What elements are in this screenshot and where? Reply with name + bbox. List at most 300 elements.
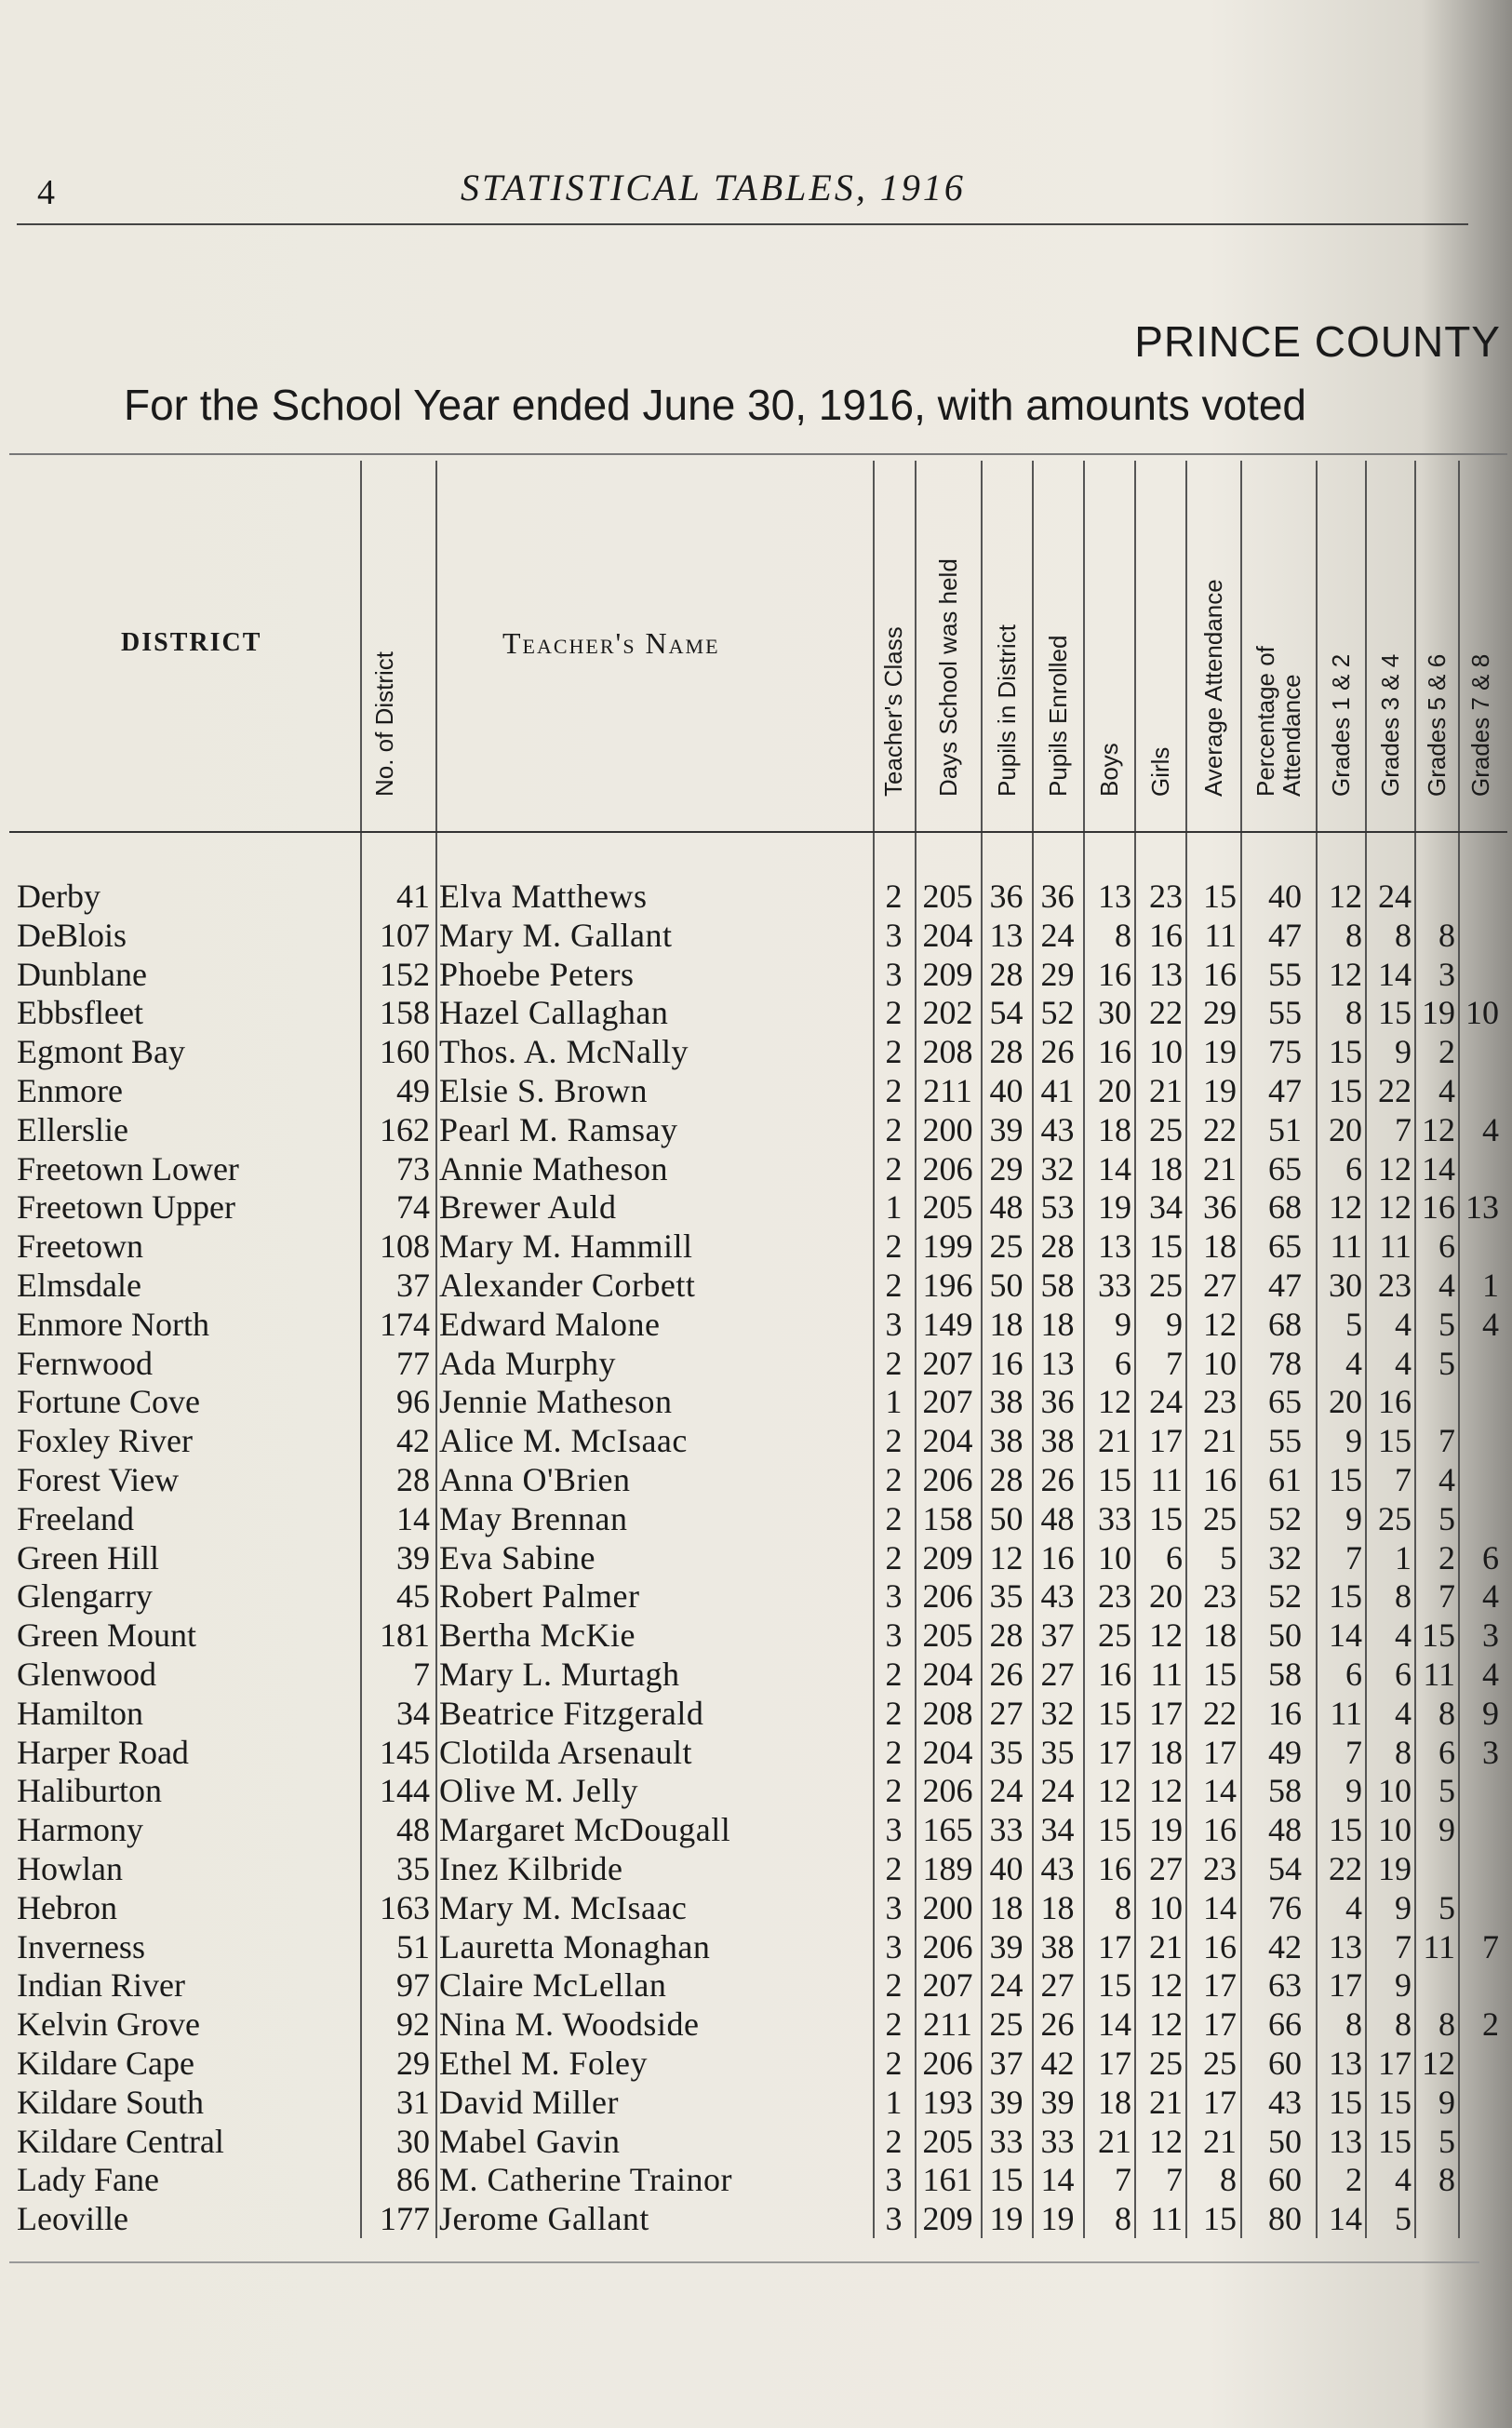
cell-pct: 47 bbox=[1268, 916, 1302, 954]
cell-district: Hebron bbox=[17, 1888, 117, 1926]
cell-district: Glenwood bbox=[17, 1656, 156, 1693]
cell-enr: 43 bbox=[1040, 1577, 1075, 1616]
cell-teacher: Pearl M. Ramsay bbox=[439, 1110, 678, 1148]
cell-g34: 4 bbox=[1395, 1694, 1412, 1732]
cell-girls: 12 bbox=[1149, 2122, 1183, 2160]
header-pupils-in-district: Pupils in District bbox=[993, 624, 1021, 797]
cell-boys: 6 bbox=[1115, 1344, 1131, 1382]
cell-enr: 35 bbox=[1040, 1733, 1075, 1771]
cell-enr: 26 bbox=[1040, 1033, 1075, 1071]
cell-teacher: Mabel Gavin bbox=[439, 2122, 621, 2160]
cell-pct: 50 bbox=[1268, 2122, 1302, 2160]
cell-g34: 9 bbox=[1395, 1966, 1412, 2005]
cell-enr: 36 bbox=[1040, 1383, 1075, 1421]
cell-pct: 52 bbox=[1268, 1577, 1302, 1616]
cell-boys: 15 bbox=[1098, 1811, 1131, 1849]
cell-enr: 24 bbox=[1040, 916, 1075, 954]
cell-pid: 50 bbox=[989, 1267, 1024, 1304]
cell-girls: 25 bbox=[1149, 1267, 1183, 1304]
cell-boys: 18 bbox=[1098, 1110, 1131, 1148]
cell-days: 149 bbox=[922, 1305, 973, 1343]
cell-girls: 11 bbox=[1150, 2200, 1183, 2238]
cell-no: 7 bbox=[413, 1656, 430, 1693]
cell-district: Freetown Lower bbox=[17, 1149, 239, 1187]
header-girls: Girls bbox=[1146, 746, 1174, 797]
cell-cls: 2 bbox=[885, 1656, 903, 1693]
cell-district: Elmsdale bbox=[17, 1267, 141, 1304]
cell-district: Inverness bbox=[17, 1927, 145, 1965]
cell-pct: 63 bbox=[1268, 1966, 1302, 2005]
cell-pid: 25 bbox=[989, 2005, 1024, 2044]
cell-boys: 13 bbox=[1098, 878, 1131, 915]
cell-enr: 52 bbox=[1040, 994, 1075, 1032]
cell-g12: 5 bbox=[1345, 1305, 1362, 1343]
cell-avg: 19 bbox=[1203, 1033, 1237, 1071]
table-row bbox=[0, 2160, 1512, 2199]
cell-avg: 27 bbox=[1203, 1267, 1237, 1304]
cell-g56: 5 bbox=[1438, 1344, 1455, 1382]
cell-g12: 2 bbox=[1345, 2161, 1362, 2199]
cell-pid: 36 bbox=[989, 878, 1024, 915]
cell-g34: 1 bbox=[1395, 1538, 1412, 1576]
cell-g78 bbox=[1458, 1421, 1499, 1460]
cell-g56: 15 bbox=[1422, 1616, 1455, 1655]
cell-enr: 14 bbox=[1040, 2161, 1075, 2199]
cell-teacher: Margaret McDougall bbox=[439, 1811, 731, 1849]
cell-cls: 3 bbox=[885, 1577, 903, 1616]
table-row bbox=[0, 993, 1512, 1032]
cell-g78 bbox=[1458, 1849, 1499, 1888]
cell-g56: 12 bbox=[1422, 2045, 1455, 2082]
cell-g56: 5 bbox=[1438, 1499, 1455, 1537]
cell-boys: 23 bbox=[1098, 1577, 1131, 1616]
cell-pid: 18 bbox=[989, 1305, 1024, 1343]
cell-cls: 3 bbox=[885, 1305, 903, 1343]
cell-boys: 16 bbox=[1098, 955, 1131, 993]
cell-pid: 15 bbox=[989, 2161, 1024, 2199]
cell-avg: 15 bbox=[1203, 878, 1237, 915]
cell-g56 bbox=[1414, 877, 1455, 916]
cell-days: 204 bbox=[922, 1422, 973, 1460]
cell-g12: 13 bbox=[1329, 2045, 1362, 2082]
cell-pct: 66 bbox=[1268, 2005, 1302, 2044]
table-row bbox=[0, 1538, 1512, 1577]
cell-days: 206 bbox=[922, 1149, 973, 1187]
cell-avg: 8 bbox=[1220, 2161, 1237, 2199]
cell-g34: 7 bbox=[1395, 1461, 1412, 1498]
cell-g34: 22 bbox=[1378, 1072, 1412, 1109]
cell-days: 206 bbox=[922, 1461, 973, 1498]
cell-pid: 24 bbox=[989, 1772, 1024, 1810]
cell-days: 165 bbox=[922, 1811, 973, 1849]
cell-district: Forest View bbox=[17, 1461, 180, 1498]
cell-g34: 19 bbox=[1378, 1850, 1412, 1887]
cell-girls: 25 bbox=[1149, 2045, 1183, 2082]
cell-g78: 10 bbox=[1465, 994, 1499, 1032]
cell-days: 206 bbox=[922, 1927, 973, 1965]
cell-g56: 4 bbox=[1438, 1267, 1455, 1304]
cell-boys: 16 bbox=[1098, 1656, 1131, 1693]
cell-days: 211 bbox=[923, 2005, 972, 2044]
cell-g34: 4 bbox=[1395, 1305, 1412, 1343]
cell-district: Enmore bbox=[17, 1072, 123, 1109]
table-row bbox=[0, 1576, 1512, 1616]
cell-district: Foxley River bbox=[17, 1422, 193, 1460]
cell-enr: 58 bbox=[1040, 1267, 1075, 1304]
cell-g56: 3 bbox=[1438, 955, 1455, 993]
cell-boys: 12 bbox=[1098, 1772, 1131, 1810]
cell-pid: 16 bbox=[989, 1344, 1024, 1382]
cell-g56: 12 bbox=[1422, 1110, 1455, 1148]
cell-days: 205 bbox=[922, 2122, 973, 2160]
cell-g12: 15 bbox=[1329, 1461, 1362, 1498]
cell-g56: 9 bbox=[1438, 2083, 1455, 2121]
cell-g78 bbox=[1458, 1149, 1499, 1188]
cell-no: 37 bbox=[396, 1267, 430, 1304]
cell-pct: 65 bbox=[1268, 1383, 1302, 1421]
cell-g12: 12 bbox=[1329, 955, 1362, 993]
cell-pct: 52 bbox=[1268, 1499, 1302, 1537]
cell-g78 bbox=[1458, 1227, 1499, 1266]
cell-girls: 9 bbox=[1166, 1305, 1183, 1343]
cell-pct: 61 bbox=[1268, 1461, 1302, 1498]
cell-teacher: Phoebe Peters bbox=[439, 955, 635, 993]
cell-boys: 18 bbox=[1098, 2083, 1131, 2121]
cell-days: 209 bbox=[922, 2200, 973, 2238]
header-average-attendance: Average Attendance bbox=[1199, 579, 1227, 797]
cell-pid: 39 bbox=[989, 1927, 1024, 1965]
cell-g34: 9 bbox=[1395, 1033, 1412, 1071]
cell-teacher: Beatrice Fitzgerald bbox=[439, 1694, 704, 1732]
cell-avg: 21 bbox=[1203, 1422, 1237, 1460]
cell-pct: 55 bbox=[1268, 955, 1302, 993]
cell-teacher: Annie Matheson bbox=[439, 1149, 668, 1187]
cell-girls: 18 bbox=[1149, 1149, 1183, 1187]
cell-days: 206 bbox=[922, 1772, 973, 1810]
cell-no: 42 bbox=[396, 1422, 430, 1460]
cell-g56: 11 bbox=[1423, 1656, 1455, 1693]
cell-cls: 3 bbox=[885, 1927, 903, 1965]
cell-girls: 18 bbox=[1149, 1733, 1183, 1771]
table-row bbox=[0, 1382, 1512, 1421]
cell-g12: 8 bbox=[1345, 2005, 1362, 2044]
cell-g56: 6 bbox=[1438, 1733, 1455, 1771]
table-row bbox=[0, 1888, 1512, 1927]
cell-avg: 19 bbox=[1203, 1072, 1237, 1109]
cell-g12: 30 bbox=[1329, 1267, 1362, 1304]
cell-no: 51 bbox=[396, 1927, 430, 1965]
cell-g34: 10 bbox=[1378, 1772, 1412, 1810]
cell-girls: 27 bbox=[1149, 1850, 1183, 1887]
header-grades-5-6: Grades 5 & 6 bbox=[1423, 653, 1451, 797]
cell-district: DeBlois bbox=[17, 916, 127, 954]
cell-avg: 25 bbox=[1203, 1499, 1237, 1537]
cell-girls: 7 bbox=[1166, 2161, 1183, 2199]
cell-g12: 20 bbox=[1329, 1110, 1362, 1148]
cell-enr: 41 bbox=[1040, 1072, 1075, 1109]
cell-teacher: Bertha McKie bbox=[439, 1616, 636, 1655]
cell-cls: 2 bbox=[885, 1344, 903, 1382]
cell-no: 48 bbox=[396, 1811, 430, 1849]
table-bottom-rule bbox=[9, 2261, 1479, 2263]
cell-cls: 3 bbox=[885, 2200, 903, 2238]
cell-g34: 12 bbox=[1378, 1188, 1412, 1227]
cell-avg: 15 bbox=[1203, 2200, 1237, 2238]
cell-enr: 32 bbox=[1040, 1149, 1075, 1187]
table-row bbox=[0, 1655, 1512, 1694]
cell-cls: 2 bbox=[885, 1110, 903, 1148]
table-row bbox=[0, 1694, 1512, 1733]
cell-teacher: Ada Murphy bbox=[439, 1344, 616, 1382]
cell-district: Kildare Central bbox=[17, 2122, 224, 2160]
cell-g78 bbox=[1458, 1965, 1499, 2005]
table-row bbox=[0, 1965, 1512, 2005]
cell-cls: 2 bbox=[885, 1461, 903, 1498]
cell-boys: 20 bbox=[1098, 1072, 1131, 1109]
cell-no: 73 bbox=[396, 1149, 430, 1187]
cell-g78 bbox=[1458, 1771, 1499, 1810]
cell-district: Ebbsfleet bbox=[17, 994, 143, 1032]
cell-days: 202 bbox=[922, 994, 973, 1032]
cell-boys: 17 bbox=[1098, 2045, 1131, 2082]
table-row bbox=[0, 1849, 1512, 1888]
cell-days: 189 bbox=[922, 1850, 973, 1887]
cell-girls: 17 bbox=[1149, 1694, 1183, 1732]
page-number: 4 bbox=[37, 173, 55, 212]
cell-avg: 18 bbox=[1203, 1616, 1237, 1655]
table-subtitle: For the School Year ended June 30, 1916, with amounts voted bbox=[124, 381, 1306, 429]
cell-no: 158 bbox=[380, 994, 430, 1032]
cell-pid: 29 bbox=[989, 1149, 1024, 1187]
cell-g78 bbox=[1458, 2083, 1499, 2122]
cell-girls: 7 bbox=[1166, 1344, 1183, 1382]
cell-pid: 50 bbox=[989, 1499, 1024, 1537]
cell-district: Green Hill bbox=[17, 1538, 159, 1576]
header-teacher-name: Teacher's Name bbox=[502, 626, 720, 660]
cell-cls: 2 bbox=[885, 1772, 903, 1810]
cell-avg: 16 bbox=[1203, 955, 1237, 993]
cell-avg: 17 bbox=[1203, 2083, 1237, 2121]
header-no-of-district-cell bbox=[358, 461, 409, 828]
cell-cls: 2 bbox=[885, 2005, 903, 2044]
cell-no: 107 bbox=[380, 916, 430, 954]
cell-district: Egmont Bay bbox=[17, 1033, 185, 1071]
cell-girls: 23 bbox=[1149, 878, 1183, 915]
cell-cls: 1 bbox=[885, 1383, 903, 1421]
cell-district: Enmore North bbox=[17, 1305, 209, 1343]
cell-g34: 15 bbox=[1378, 1422, 1412, 1460]
cell-days: 158 bbox=[922, 1499, 973, 1537]
cell-g56 bbox=[1414, 1965, 1455, 2005]
cell-g12: 22 bbox=[1329, 1850, 1362, 1887]
table-row bbox=[0, 1733, 1512, 1772]
cell-g34: 10 bbox=[1378, 1811, 1412, 1849]
cell-days: 206 bbox=[922, 1577, 973, 1616]
cell-girls: 21 bbox=[1149, 1927, 1183, 1965]
cell-g12: 13 bbox=[1329, 1927, 1362, 1965]
cell-no: 145 bbox=[380, 1733, 430, 1771]
cell-no: 74 bbox=[396, 1188, 430, 1227]
cell-g78: 4 bbox=[1482, 1656, 1499, 1693]
table-row bbox=[0, 1305, 1512, 1344]
header-pupils-in-district-cell bbox=[983, 461, 1031, 828]
cell-enr: 27 bbox=[1040, 1966, 1075, 2005]
cell-g12: 7 bbox=[1345, 1733, 1362, 1771]
cell-avg: 11 bbox=[1204, 916, 1237, 954]
cell-no: 174 bbox=[380, 1305, 430, 1343]
table-top-rule bbox=[9, 453, 1507, 455]
cell-pid: 28 bbox=[989, 1033, 1024, 1071]
cell-boys: 25 bbox=[1098, 1616, 1131, 1655]
cell-days: 206 bbox=[922, 2045, 973, 2082]
header-days-held: Days School was held bbox=[934, 558, 962, 797]
cell-district: Kildare Cape bbox=[17, 2045, 194, 2082]
cell-g56: 8 bbox=[1438, 2161, 1455, 2199]
cell-no: 108 bbox=[380, 1227, 430, 1266]
cell-cls: 2 bbox=[885, 878, 903, 915]
cell-no: 177 bbox=[380, 2200, 430, 2238]
cell-teacher: Mary M. Hammill bbox=[439, 1227, 693, 1266]
cell-g34: 16 bbox=[1378, 1383, 1412, 1421]
cell-girls: 12 bbox=[1149, 1966, 1183, 2005]
cell-pid: 18 bbox=[989, 1888, 1024, 1926]
cell-g34: 8 bbox=[1395, 1577, 1412, 1616]
cell-teacher: Clotilda Arsenault bbox=[439, 1733, 692, 1771]
cell-pid: 28 bbox=[989, 1461, 1024, 1498]
cell-pct: 49 bbox=[1268, 1733, 1302, 1771]
cell-avg: 23 bbox=[1203, 1383, 1237, 1421]
cell-pct: 54 bbox=[1268, 1850, 1302, 1887]
cell-g78 bbox=[1458, 2044, 1499, 2083]
cell-enr: 48 bbox=[1040, 1499, 1075, 1537]
cell-days: 204 bbox=[922, 1733, 973, 1771]
cell-days: 207 bbox=[922, 1966, 973, 2005]
cell-g12: 12 bbox=[1329, 878, 1362, 915]
table-row bbox=[0, 1810, 1512, 1849]
cell-cls: 2 bbox=[885, 1538, 903, 1576]
cell-teacher: Olive M. Jelly bbox=[439, 1772, 638, 1810]
cell-g34: 17 bbox=[1378, 2045, 1412, 2082]
cell-g78: 3 bbox=[1482, 1733, 1499, 1771]
cell-girls: 19 bbox=[1149, 1811, 1183, 1849]
cell-enr: 43 bbox=[1040, 1110, 1075, 1148]
cell-district: Freetown Upper bbox=[17, 1188, 235, 1227]
cell-avg: 21 bbox=[1203, 1149, 1237, 1187]
cell-pid: 39 bbox=[989, 1110, 1024, 1148]
cell-g12: 9 bbox=[1345, 1772, 1362, 1810]
cell-g12: 13 bbox=[1329, 2122, 1362, 2160]
cell-teacher: Hazel Callaghan bbox=[439, 994, 669, 1032]
cell-no: 14 bbox=[396, 1499, 430, 1537]
cell-pct: 43 bbox=[1268, 2083, 1302, 2121]
cell-no: 31 bbox=[396, 2083, 430, 2121]
cell-girls: 25 bbox=[1149, 1110, 1183, 1148]
cell-no: 86 bbox=[396, 2161, 430, 2199]
cell-teacher: Mary M. Gallant bbox=[439, 916, 673, 954]
header-boys-cell bbox=[1085, 461, 1133, 828]
cell-pid: 54 bbox=[989, 994, 1024, 1032]
table-row bbox=[0, 2083, 1512, 2122]
cell-boys: 13 bbox=[1098, 1227, 1131, 1266]
cell-g34: 7 bbox=[1395, 1110, 1412, 1148]
cell-girls: 15 bbox=[1149, 1227, 1183, 1266]
header-boys: Boys bbox=[1095, 743, 1123, 797]
cell-g34: 23 bbox=[1378, 1267, 1412, 1304]
cell-days: 196 bbox=[922, 1267, 973, 1304]
cell-pid: 33 bbox=[989, 2122, 1024, 2160]
cell-teacher: May Brennan bbox=[439, 1499, 628, 1537]
cell-cls: 2 bbox=[885, 1149, 903, 1187]
cell-g78 bbox=[1458, 1032, 1499, 1071]
cell-no: 77 bbox=[396, 1344, 430, 1382]
cell-boys: 21 bbox=[1098, 1422, 1131, 1460]
cell-cls: 3 bbox=[885, 1811, 903, 1849]
cell-no: 152 bbox=[380, 955, 430, 993]
cell-days: 205 bbox=[922, 878, 973, 915]
cell-boys: 15 bbox=[1098, 1966, 1131, 2005]
cell-g56: 16 bbox=[1422, 1188, 1455, 1227]
cell-pct: 55 bbox=[1268, 1422, 1302, 1460]
cell-days: 205 bbox=[922, 1188, 973, 1227]
header-grades-7-8-cell bbox=[1460, 461, 1501, 828]
header-teacher-class: Teacher's Class bbox=[879, 626, 907, 797]
cell-avg: 12 bbox=[1203, 1305, 1237, 1343]
cell-district: Green Mount bbox=[17, 1616, 196, 1655]
cell-cls: 1 bbox=[885, 2083, 903, 2121]
cell-boys: 19 bbox=[1098, 1188, 1131, 1227]
cell-avg: 10 bbox=[1203, 1344, 1237, 1382]
table-row bbox=[0, 1344, 1512, 1383]
cell-district: Ellerslie bbox=[17, 1110, 128, 1148]
cell-days: 208 bbox=[922, 1694, 973, 1732]
cell-g56: 5 bbox=[1438, 1772, 1455, 1810]
cell-boys: 7 bbox=[1115, 2161, 1131, 2199]
cell-pct: 65 bbox=[1268, 1149, 1302, 1187]
table-row bbox=[0, 916, 1512, 955]
cell-g56: 8 bbox=[1438, 2005, 1455, 2044]
cell-g78 bbox=[1458, 2122, 1499, 2161]
cell-cls: 2 bbox=[885, 1227, 903, 1266]
cell-teacher: Mary M. McIsaac bbox=[439, 1888, 688, 1926]
cell-g12: 15 bbox=[1329, 1033, 1362, 1071]
cell-enr: 28 bbox=[1040, 1227, 1075, 1266]
table-row bbox=[0, 1771, 1512, 1810]
cell-g34: 12 bbox=[1378, 1149, 1412, 1187]
cell-avg: 36 bbox=[1203, 1188, 1237, 1227]
table-row bbox=[0, 1149, 1512, 1188]
cell-pid: 13 bbox=[989, 916, 1024, 954]
cell-g56: 4 bbox=[1438, 1461, 1455, 1498]
cell-g34: 15 bbox=[1378, 2083, 1412, 2121]
cell-no: 28 bbox=[396, 1461, 430, 1498]
cell-pid: 27 bbox=[989, 1694, 1024, 1732]
table-row bbox=[0, 1616, 1512, 1655]
cell-g56: 11 bbox=[1423, 1927, 1455, 1965]
cell-avg: 23 bbox=[1203, 1850, 1237, 1887]
cell-g78 bbox=[1458, 1499, 1499, 1538]
cell-girls: 21 bbox=[1149, 2083, 1183, 2121]
cell-enr: 24 bbox=[1040, 1772, 1075, 1810]
cell-enr: 53 bbox=[1040, 1188, 1075, 1227]
cell-no: 144 bbox=[380, 1772, 430, 1810]
cell-cls: 2 bbox=[885, 1694, 903, 1732]
cell-cls: 2 bbox=[885, 1499, 903, 1537]
cell-teacher: Jerome Gallant bbox=[439, 2200, 649, 2238]
cell-district: Leoville bbox=[17, 2200, 128, 2238]
cell-enr: 34 bbox=[1040, 1811, 1075, 1849]
cell-days: 200 bbox=[922, 1110, 973, 1148]
cell-days: 207 bbox=[922, 1344, 973, 1382]
